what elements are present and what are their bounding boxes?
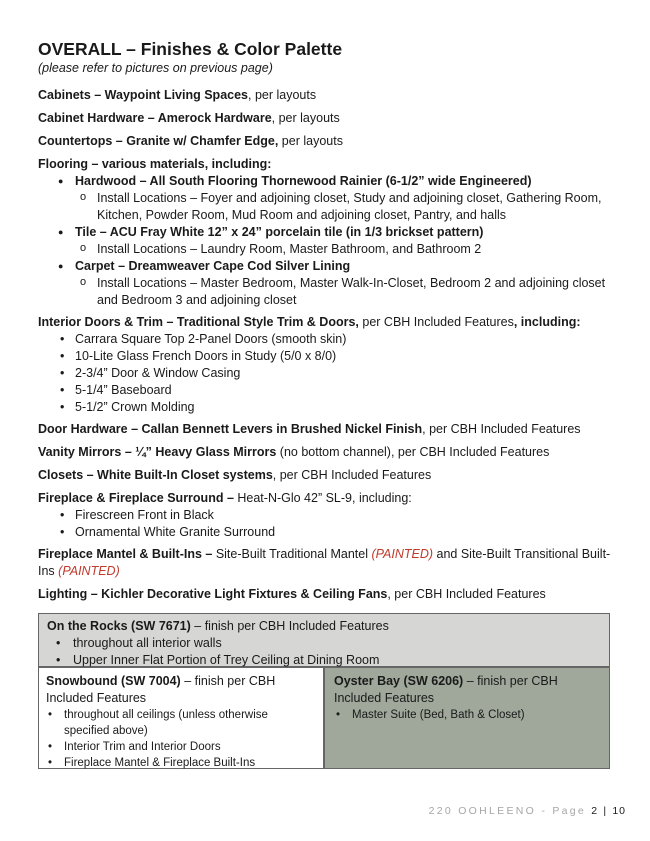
mirrors-label: Vanity Mirrors – ¼” Heavy Glass Mirrors [38,445,277,459]
doors-label: Interior Doors & Trim – Traditional Style Trim & Doors, [38,315,359,329]
closets-label: Closets – White Built-In Closet systems [38,468,273,482]
flooring-subitem: o Install Locations – Master Bedroom, Master Walk-In-Closet, Bedroom 2 and adjoining closet and Bedroom 3 and adjoining closet [38,275,614,309]
swatch-heading [47,618,601,635]
lighting-line [38,586,614,603]
countertops-line [38,133,614,150]
doors-line [38,314,614,331]
footer-page-number: 2 [591,805,599,817]
swatch-item: • Upper Inner Flat Portion of Trey Ceiling at Dining Room [47,652,601,669]
page-footer [0,805,626,817]
mantel-line [38,546,614,580]
cabinets-note: , per layouts [248,88,317,102]
door-hardware-line [38,421,614,438]
hardware-label: Cabinet Hardware – Amerock Hardware [38,111,272,125]
cabinets-line [38,87,614,104]
doors-tail: , including: [513,315,581,329]
flooring-item: ● Hardwood – All South Flooring Thornewood Rainier (6-1/2” wide Engineered) [38,173,614,190]
cabinets-label: Cabinets – Waypoint Living Spaces [38,88,248,102]
doors-item: • 2-3/4” Door & Window Casing [38,365,614,382]
footer-separator: | [603,805,608,817]
fireplace-list [38,507,614,541]
flooring-label: Flooring – various materials, including: [38,157,272,171]
fireplace-item: • Firescreen Front in Black [38,507,614,524]
flooring-item: ● Carpet – Dreamweaver Cape Cod Silver Lining [38,258,614,275]
page-title: OVERALL – Finishes & Color Palette [38,39,343,59]
lighting-label: Lighting – Kichler Decorative Light Fixtures & Ceiling Fans [38,587,388,601]
hardware-line [38,110,614,127]
swatch-heading [334,673,600,707]
flooring-subitem: o Install Locations – Laundry Room, Master Bathroom, and Bathroom 2 [38,241,614,258]
fireplace-section [38,490,614,541]
flooring-list [38,173,614,309]
color-swatch-on-the-rocks [38,613,610,667]
countertops-label: Countertops – Granite w/ Chamfer Edge, [38,134,279,148]
swatch-note: – finish per CBH Included Features [190,619,389,633]
swatch-name: Oyster Bay (SW 6206) [334,674,464,688]
doors-section [38,314,614,416]
mirrors-note: (no bottom channel), per CBH Included Features [276,445,550,459]
flooring-item: ● Tile – ACU Fray White 12” x 24” porcelain tile (in 1/3 brickset pattern) [38,224,614,241]
mantel-note-2: and Site-Built Transitional Built-Ins [38,547,611,578]
document-body [38,38,614,609]
footer-address: 220 OOHLEENO - Page [428,805,587,817]
fireplace-note: Heat-N-Glo 42” SL-9, including: [233,491,412,505]
doors-note: per CBH Included Features [358,315,514,329]
flooring-subitem: o Install Locations – Foyer and adjoining closet, Study and adjoining closet, Gathering Room, Kitchen, Powder Room, Mud Room and adjoining closet, Pantry, and halls [38,190,614,224]
fireplace-item: • Ornamental White Granite Surround [38,524,614,541]
color-swatch-snowbound [38,667,324,769]
mirrors-line [38,444,614,461]
swatch-name: On the Rocks (SW 7671) [47,619,191,633]
doors-item: • 10-Lite Glass French Doors in Study (5/0 x 8/0) [38,348,614,365]
swatch-item: • Interior Trim and Interior Doors [46,739,316,755]
mantel-note: Site-Built Traditional Mantel [212,547,372,561]
flooring-section [38,156,614,309]
doors-item: • 5-1/2” Crown Molding [38,399,614,416]
painted-tag: (PAINTED) [371,547,434,561]
swatch-name: Snowbound (SW 7004) [46,674,181,688]
swatch-note: – finish per CBH Included Features [334,674,558,705]
mantel-label: Fireplace Mantel & Built-Ins – [38,547,213,561]
swatch-heading [46,673,316,707]
swatch-item: • Fireplace Mantel & Fireplace Built-Ins [46,755,316,771]
door-hardware-note: , per CBH Included Features [422,422,581,436]
swatch-item: • Master Suite (Bed, Bath & Closet) [334,707,600,723]
fireplace-line [38,490,614,507]
fireplace-label: Fireplace & Fireplace Surround – [38,491,234,505]
color-swatch-oyster-bay [324,667,610,769]
footer-page-total: 10 [612,805,626,817]
doors-item: • Carrara Square Top 2-Panel Doors (smooth skin) [38,331,614,348]
doors-item: • 5-1/4” Baseboard [38,382,614,399]
closets-line [38,467,614,484]
hardware-note: , per layouts [271,111,340,125]
doors-list [38,331,614,416]
swatch-note: – finish per CBH Included Features [46,674,276,705]
countertops-note: per layouts [278,134,343,148]
painted-tag: (PAINTED) [58,564,120,578]
lighting-note: , per CBH Included Features [387,587,546,601]
swatch-item: • throughout all interior walls [47,635,601,652]
door-hardware-label: Door Hardware – Callan Bennett Levers in Brushed Nickel Finish [38,422,423,436]
swatch-item: • throughout all ceilings (unless otherwise specified above) [46,707,316,739]
closets-note: , per CBH Included Features [272,468,432,482]
page-subtitle: (please refer to pictures on previous page) [38,61,273,75]
